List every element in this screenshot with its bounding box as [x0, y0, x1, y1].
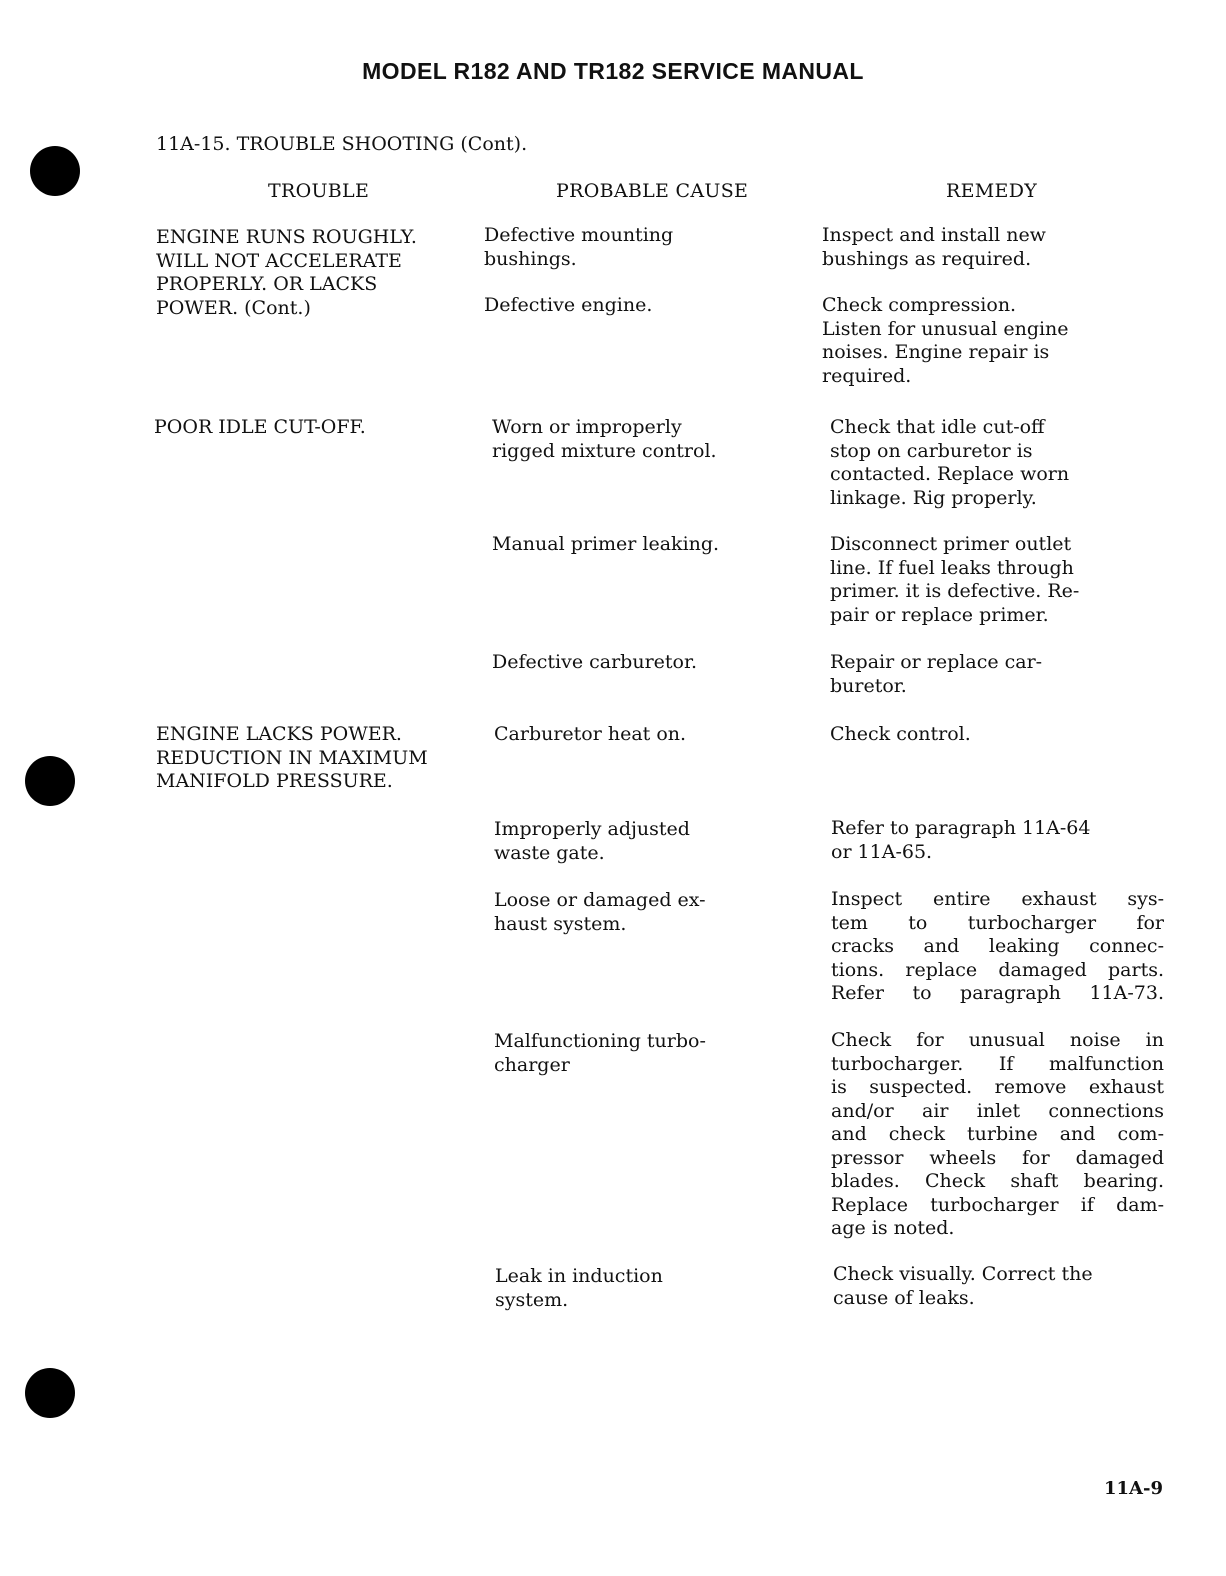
remedy-cell: Inspect and install new bushings as required. — [822, 224, 1046, 270]
remedy-cell: Check compression. Listen for unusual engine noises. Engine repair is required. — [822, 294, 1069, 387]
remedy-cell: Check control. — [830, 723, 971, 745]
manual-header: MODEL R182 AND TR182 SERVICE MANUAL — [362, 58, 864, 84]
trouble-cell: ENGINE LACKS POWER. REDUCTION IN MAXIMUM MANIFOLD PRESSURE. — [156, 723, 428, 792]
remedy-line: blades. Check shaft bearing. — [831, 1170, 1164, 1192]
remedy-line: Refer to paragraph 11A-73. — [831, 982, 1164, 1004]
remedy-line: pressor wheels for damaged — [831, 1146, 1164, 1169]
cause-cell: Carburetor heat on. — [494, 723, 687, 745]
binder-hole-top — [30, 146, 80, 196]
remedy-cell: Repair or replace car- buretor. — [830, 651, 1043, 697]
column-header-remedy: REMEDY — [946, 180, 1038, 202]
remedy-line: is suspected. remove exhaust — [831, 1076, 1164, 1098]
cause-cell: Worn or improperly rigged mixture control. — [492, 416, 717, 462]
binder-hole-middle — [25, 756, 75, 806]
remedy-cell: Refer to paragraph 11A-64 or 11A-65. — [831, 817, 1091, 863]
remedy-line: cracks and leaking connec- — [831, 935, 1164, 957]
remedy-line: turbocharger. If malfunction — [831, 1052, 1164, 1075]
remedy-line: age is noted. — [831, 1217, 955, 1239]
remedy-line: Replace turbocharger if dam- — [831, 1193, 1164, 1216]
remedy-line: Inspect entire exhaust sys- — [831, 888, 1164, 910]
section-title: 11A-15. TROUBLE SHOOTING (Cont). — [156, 133, 528, 155]
remedy-line: Check for unusual noise in — [831, 1029, 1164, 1051]
cause-cell: Loose or damaged ex- haust system. — [494, 889, 706, 935]
cause-cell: Manual primer leaking. — [492, 533, 720, 555]
cause-cell: Defective mounting bushings. — [484, 224, 674, 270]
trouble-cell: POOR IDLE CUT-OFF. — [154, 416, 366, 438]
binder-hole-bottom — [25, 1368, 75, 1418]
column-header-trouble: TROUBLE — [268, 180, 370, 202]
remedy-line: and/or air inlet connections — [831, 1099, 1164, 1122]
remedy-line: and check turbine and com- — [831, 1123, 1164, 1145]
cause-cell: Defective engine. — [484, 294, 653, 316]
remedy-line: tions. replace damaged parts. — [831, 958, 1164, 981]
page-number: 11A-9 — [1104, 1478, 1164, 1499]
trouble-cell: ENGINE RUNS ROUGHLY. WILL NOT ACCELERATE PROPERLY. OR LACKS POWER. (Cont.) — [156, 226, 417, 319]
remedy-cell: Check that idle cut-off stop on carburetor is contacted. Replace worn linkage. Rig properly. — [830, 416, 1070, 509]
column-header-probable-cause: PROBABLE CAUSE — [556, 180, 749, 202]
remedy-cell — [831, 888, 1164, 1006]
remedy-cell: Disconnect primer outlet line. If fuel leaks through primer. it is defective. Re- pair or replace primer. — [830, 533, 1080, 626]
cause-cell: Leak in induction system. — [495, 1265, 663, 1311]
remedy-cell: Check visually. Correct the cause of leaks. — [833, 1263, 1093, 1309]
remedy-line: tem to turbocharger for — [831, 911, 1164, 934]
remedy-cell — [831, 1029, 1164, 1241]
cause-cell: Defective carburetor. — [492, 651, 698, 673]
cause-cell: Malfunctioning turbo- charger — [494, 1030, 706, 1076]
cause-cell: Improperly adjusted waste gate. — [494, 818, 690, 864]
